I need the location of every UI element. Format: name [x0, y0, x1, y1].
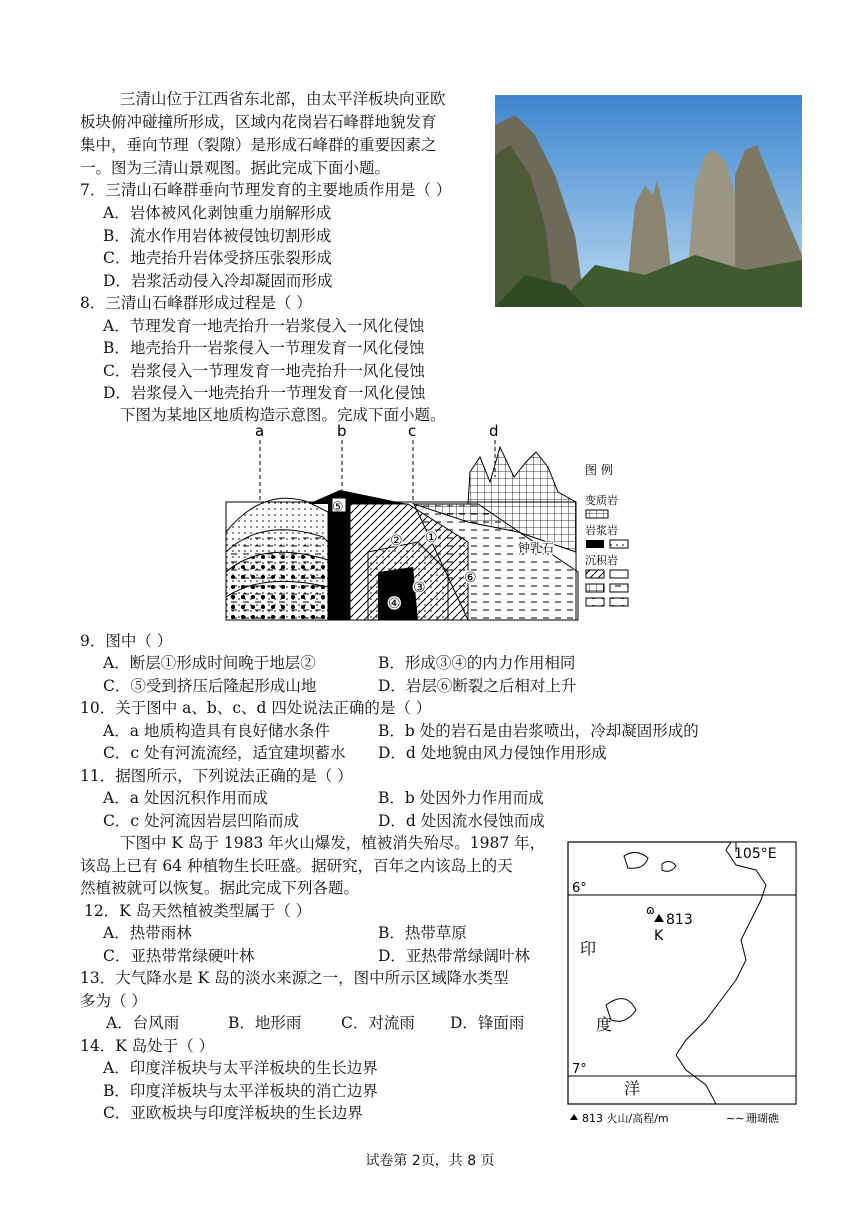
q8-option-b: B．地壳抬升一岩浆侵入一节理发育一风化侵蚀 [103, 339, 425, 357]
label-c: c [408, 422, 417, 440]
question-13-stem: 13．大气降水是 K 岛的淡水来源之一，图中所示区域降水类型 [80, 969, 509, 987]
label-d: d [489, 422, 499, 440]
intro-3-line: 下图中 K 岛于 1983 年火山爆发，植被消失殆尽。1987 年， [120, 834, 546, 852]
q13-option-b: B．地形雨 [228, 1014, 302, 1032]
question-9-stem: 9．图中（ ） [80, 632, 173, 650]
number-1: ① [425, 530, 438, 546]
question-11-stem: 11．据图所示，下列说法正确的是（ ） [80, 767, 353, 785]
intro-paragraph-line: 一。图为三清山景观图。据此完成下面小题。 [80, 159, 391, 177]
q8-option-a: A．节理发育一地壳抬升一岩浆侵入一风化侵蚀 [103, 317, 425, 335]
intro-paragraph-line: 集中，垂向节理（裂隙）是形成石峰群的重要因素之 [80, 136, 437, 154]
q8-option-d: D．岩浆侵入一地壳抬升一节理发育一风化侵蚀 [103, 384, 426, 402]
question-7-stem: 7．三清山石峰群垂向节理发育的主要地质作用是（ ） [80, 181, 452, 199]
q13-option-c: C．对流雨 [341, 1014, 415, 1032]
q7-option-d: D．岩浆活动侵入冷却凝固而形成 [103, 272, 333, 290]
q9-option-b: B．形成③④的内力作用相同 [378, 654, 576, 672]
q11-option-a: A．a 处因沉积作用而成 [103, 789, 268, 807]
ocean-label-1: 印 [580, 939, 597, 958]
legend-coral-reef: 珊瑚礁 [746, 1112, 779, 1125]
island-k-label: K [654, 928, 664, 944]
number-3: ③ [413, 580, 426, 596]
question-12-stem: 12．K 岛天然植被类型属于（ ） [84, 902, 312, 920]
q10-option-b: B．b 处的岩石是由岩浆喷出，冷却凝固形成的 [378, 722, 699, 740]
number-4: ④ [388, 596, 401, 612]
q11-option-b: B．b 处因外力作用而成 [378, 789, 544, 807]
legend-title: 图 例 [585, 463, 613, 477]
q12-option-d: D．亚热带常绿阔叶林 [378, 947, 530, 965]
legend-metamorphic: 变质岩 [585, 494, 618, 507]
longitude-label: 105°E [734, 846, 777, 862]
label-b: b [337, 422, 347, 440]
question-8-stem: 8．三清山石峰群形成过程是（ ） [80, 294, 312, 312]
legend-volcano: 813 火山/高程/m [582, 1112, 669, 1125]
number-6: ⑥ [464, 570, 477, 586]
question-10-stem: 10．关于图中 a、b、c、d 四处说法正确的是（ ） [80, 699, 432, 717]
legend-igneous: 岩浆岩 [585, 524, 618, 537]
svg-text:∼∼: ∼∼ [726, 1112, 745, 1125]
q11-option-c: C．c 处河流因岩层凹陷而成 [103, 812, 299, 830]
q10-option-a: A．a 地质构造具有良好储水条件 [103, 722, 330, 740]
intro-paragraph-line: 板块俯冲碰撞所形成，区域内花岗岩石峰群地貌发育 [80, 113, 437, 131]
q12-option-c: C．亚热带常绿硬叶林 [103, 947, 255, 965]
q14-option-a: A．印度洋板块与太平洋板块的生长边界 [103, 1059, 378, 1077]
ocean-label-2: 度 [596, 1015, 613, 1034]
q10-option-d: D．d 处地貌由风力侵蚀作用形成 [378, 744, 607, 762]
number-5: ⑤ [332, 500, 344, 515]
q7-option-a: A．岩体被风化剥蚀重力崩解形成 [103, 204, 332, 222]
intro-paragraph-line: 三清山位于江西省东北部，由太平洋板块向亚欧 [120, 90, 446, 108]
ocean-label-3: 洋 [624, 1079, 641, 1098]
volcano-elevation: 813 [666, 912, 693, 928]
q12-option-a: A．热带雨林 [103, 924, 192, 942]
intro-3-line: 然植被就可以恢复。据此完成下列各题。 [80, 879, 360, 897]
intro-2: 下图为某地区地质构造示意图。完成下面小题。 [120, 406, 446, 424]
geologic-structure-diagram [218, 422, 658, 628]
q9-option-c: C．⑤受到挤压后隆起形成山地 [103, 677, 317, 695]
q8-option-c: C．岩浆侵入一节理发育一地壳抬升一风化侵蚀 [103, 362, 425, 380]
sanqingshan-photo [495, 95, 802, 307]
q10-option-c: C．c 处有河流流经，适宜建坝蓄水 [103, 744, 346, 762]
q9-option-d: D．岩层⑥断裂之后相对上升 [378, 677, 577, 695]
page-footer: 试卷第 2页，共 8 页 [365, 1153, 495, 1169]
number-2: ② [390, 533, 403, 549]
q7-option-b: B．流水作用岩体被侵蚀切割形成 [103, 227, 332, 245]
q13-option-d: D．锋面雨 [450, 1014, 525, 1032]
lat-6-label: 6° [572, 881, 587, 896]
k-island-map [566, 840, 802, 1130]
question-13-stem-2: 多为（ ） [80, 992, 147, 1010]
svg-text:ɷ: ɷ [646, 903, 655, 917]
q12-option-b: B．热带草原 [378, 924, 467, 942]
q11-option-d: D．d 处因流水侵蚀而成 [378, 812, 545, 830]
stalactite-label: 钟乳石 [518, 541, 555, 555]
label-a: a [255, 422, 265, 440]
question-14-stem: 14．K 岛处于（ ） [80, 1037, 215, 1055]
q7-option-c: C．地壳抬升岩体受挤压张裂形成 [103, 249, 332, 267]
intro-3-line: 该岛上已有 64 种植物生长旺盛。据研究，百年之内该岛上的天 [80, 857, 513, 875]
legend-sedimentary: 沉积岩 [585, 554, 618, 567]
q14-option-b: B．印度洋板块与太平洋板块的消亡边界 [103, 1082, 378, 1100]
q13-option-a: A．台风雨 [106, 1014, 180, 1032]
lat-7-label: 7° [572, 1062, 587, 1077]
q14-option-c: C．亚欧板块与印度洋板块的生长边界 [103, 1104, 363, 1122]
q9-option-a: A．断层①形成时间晚于地层② [103, 654, 316, 672]
